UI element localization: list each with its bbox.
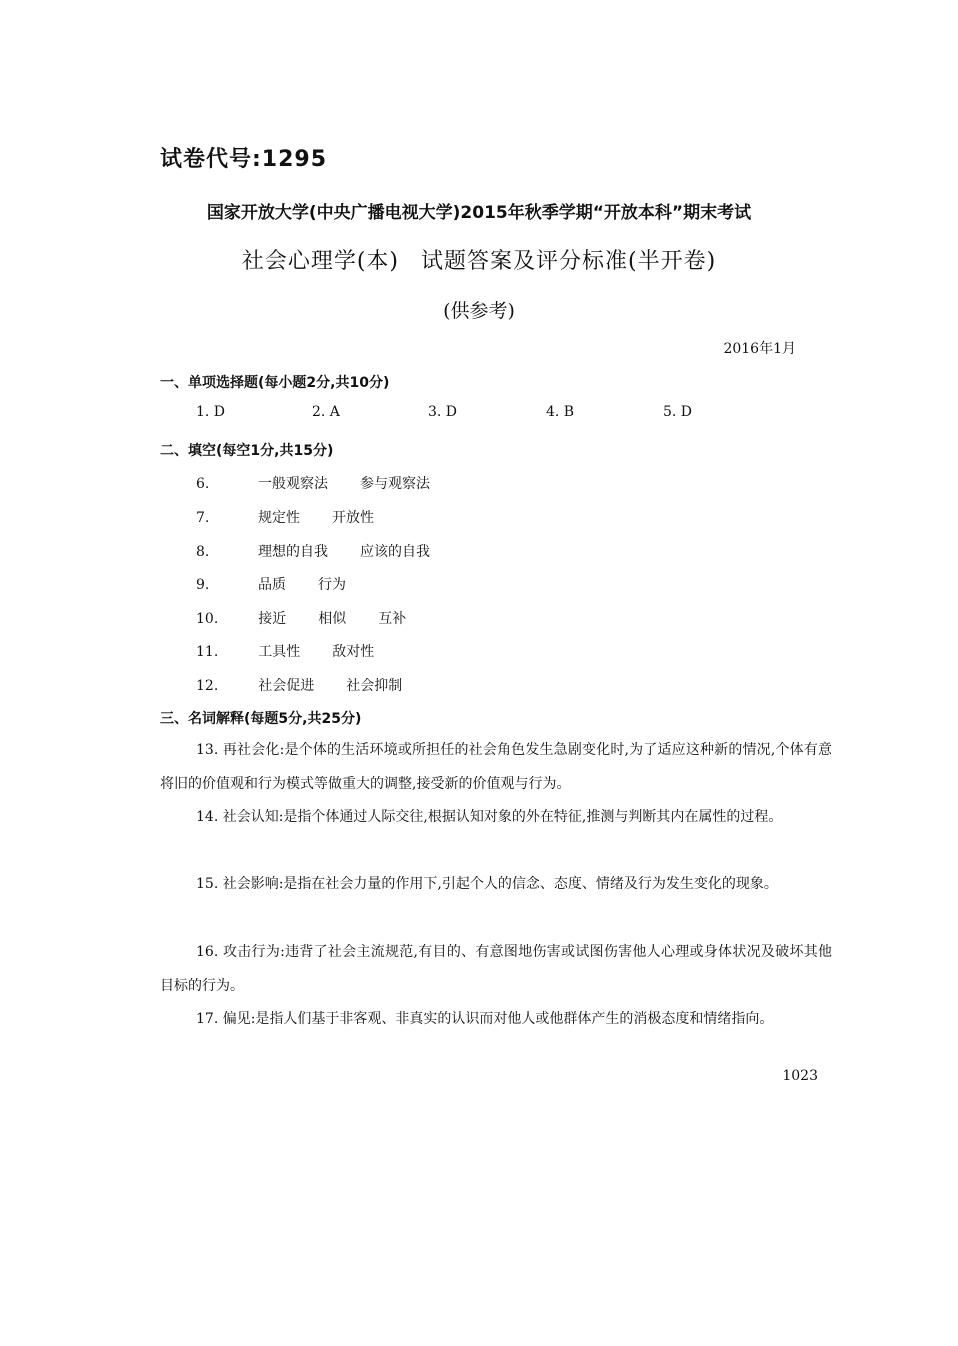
choice-answer: 5. D	[663, 404, 693, 420]
fill-blank-item: 10. 接近 相似 互补	[196, 611, 407, 627]
reference-note: (供参考)	[443, 300, 515, 322]
definition-item: 13. 再社会化:是个体的生活环境或所担任的社会角色发生急剧变化时,为了适应这种新的情况,个体有意将旧的价值观和行为模式等做重大的调整,接受新的价值观与行为。	[160, 742, 832, 792]
answer-sheet-title: 试题答案及评分标准(半开卷)	[421, 249, 717, 274]
choice-answer: 2. A	[312, 404, 340, 420]
choice-answer: 1. D	[196, 404, 226, 420]
section-title-multiple-choice: 一、单项选择题(每小题2分,共10分)	[160, 375, 390, 391]
section-title-definitions: 三、名词解释(每题5分,共25分)	[160, 711, 362, 727]
section-title-fill-blank: 二、填空(每空1分,共15分)	[160, 443, 334, 459]
fill-blank-item: 11. 工具性 敌对性	[196, 644, 375, 660]
definition-item: 14. 社会认知:是指个体通过人际交往,根据认知对象的外在特征,推测与判断其内在属性的过程。	[196, 809, 783, 825]
page-number: 1023	[782, 1068, 818, 1084]
choice-answer: 3. D	[428, 404, 458, 420]
choice-answer: 4. B	[546, 404, 575, 420]
fill-blank-item: 9. 品质 行为	[196, 577, 346, 593]
course-name: 社会心理学(本)	[241, 249, 399, 274]
exam-date: 2016年1月	[723, 341, 796, 357]
fill-blank-item: 12. 社会促进 社会抑制	[196, 678, 403, 694]
fill-blank-item: 7. 规定性 开放性	[196, 510, 374, 526]
fill-blank-item: 8. 理想的自我 应该的自我	[196, 544, 430, 560]
definition-item: 17. 偏见:是指人们基于非客观、非真实的认识而对他人或他群体产生的消极态度和情绪指向。	[196, 1011, 774, 1027]
fill-blank-item: 6. 一般观察法 参与观察法	[196, 476, 430, 492]
definition-item: 15. 社会影响:是指在社会力量的作用下,引起个人的信念、态度、情绪及行为发生变化的现象。	[196, 876, 778, 892]
definition-item: 16. 攻击行为:违背了社会主流规范,有目的、有意图地伤害或试图伤害他人心理或身体状况及破坏其他目标的行为。	[160, 944, 832, 994]
exam-main-title: 国家开放大学(中央广播电视大学)2015年秋季学期“开放本科”期末考试	[206, 203, 752, 223]
exam-code: 试卷代号:1295	[160, 147, 328, 172]
exam-subtitle	[0, 244, 958, 275]
